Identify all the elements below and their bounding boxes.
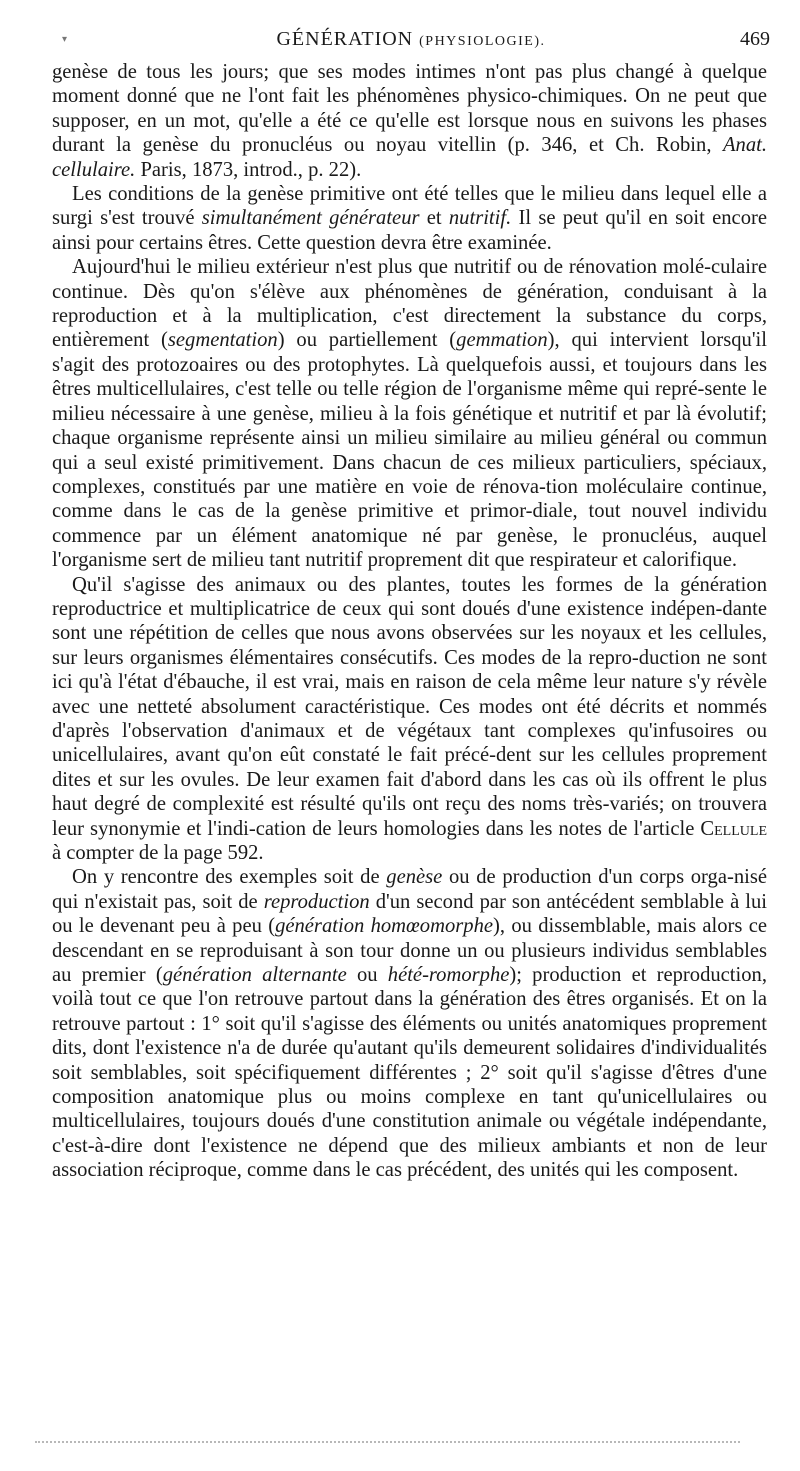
text-run: Les conditions de la genèse primitive ont été telles que le milieu dans lequel elle a surgi s'est trouvé xyxy=(52,183,767,230)
paragraph-3 xyxy=(52,255,767,572)
text-run: et xyxy=(419,207,449,230)
text-run: On y rencontre des exemples soit de xyxy=(72,866,387,889)
italic-run: reproduction xyxy=(263,890,370,913)
text-run: Il se peut qu'il en soit encore ainsi pour certains êtres. Cette question devra être examinée. xyxy=(52,207,767,254)
page-number: 469 xyxy=(740,28,770,50)
text-run: Aujourd'hui le milieu extérieur n'est plus que nutritif ou de rénovation molé-culaire continue. Dès qu'on s'élève aux phénomènes de génération, conduisant à la reproduction et à la multiplication, c'est directement la substance du corps, entièrement ( xyxy=(52,256,767,352)
text-run: à compter de la page 592. xyxy=(52,842,264,864)
text-run: ) ou partiellement ( xyxy=(277,329,457,352)
footer-dotted-rule xyxy=(35,1441,740,1443)
paragraph-4 xyxy=(52,573,767,866)
printer-mark: ▾ xyxy=(62,34,68,45)
text-run: Paris, 1873, introd., p. 22). xyxy=(135,158,362,181)
paragraph-5 xyxy=(52,865,767,1182)
italic-run: genèse xyxy=(386,866,443,889)
paragraph-1 xyxy=(52,60,767,182)
text-run: ou xyxy=(346,964,388,987)
paragraph-2 xyxy=(52,182,767,255)
title-main: GÉNÉRATION xyxy=(276,28,414,50)
italic-run: simultanément générateur xyxy=(201,207,420,230)
italic-run: nutritif. xyxy=(448,207,512,230)
italic-run: génération alternante xyxy=(162,964,347,987)
italic-run: gemmation xyxy=(456,329,548,352)
small-caps-run: Cellule xyxy=(700,817,767,840)
italic-run: génération homœomorphe xyxy=(275,915,494,938)
italic-run: Anat. cellulaire. xyxy=(52,134,767,181)
italic-run: hété-romorphe xyxy=(387,964,510,987)
italic-run: segmentation xyxy=(167,329,278,352)
text-run: Qu'il s'agisse des animaux ou des plantes, toutes les formes de la génération reproductrice et multiplicatrice de ceux qui sont doués d'une existence indépen-dante sont une répétition de celles que nous avons observées sur les noyaux et les cellules, sur leurs organismes élémentaires consécutifs. Ces modes de la repro-duction ne sont ici qu'à l'état d'ébauche, il est vrai, mais en raison de cela même leur nature s'y révèle avec une netteté absolument caractéristique. Ces modes ont été décrits et nommés d'après l'observation d'animaux et de végétaux tant complexes qu'infusoires ou unicellulaires, avant qu'on eût constaté le fait précé-dent sur les cellules proprement dites et sur les ovules. De leur examen fait d'abord dans les cas où ils offrent le plus haut degré de complexité est résulté qu'ils ont reçu des noms très-variés; on trouvera leur synonymie et l'indi-cation de leurs homologies dans les notes de l'article xyxy=(52,573,767,840)
text-run: d'un second par son antécédent semblable à lui ou le devenant peu à peu ( xyxy=(52,890,767,938)
body-text xyxy=(52,60,767,1183)
title-sub: (PHYSIOLOGIE). xyxy=(419,34,546,49)
text-run: ), qui intervient lorsqu'il s'agit des protozoaires ou des protophytes. Là quelquefois aussi, et toujours dans les êtres multicellulaires, c'est telle ou telle région de l'organisme même qui repré-sente le milieu nécessaire à une genèse, milieu à la fois génétique et nutritif et par là évolutif; chaque organisme représente ainsi un milieu similaire au milieu général ou commun qui a seul existé primitivement. Dans chacun de ces milieux particuliers, spéciaux, complexes, constitués par une matière en voie de rénova-tion moléculaire continue, comme dans le cas de la genèse primitive et primor-diale, tout nouvel individu commence par un élément anatomique né par genèse, le pronucléus, auquel l'organisme sert de milieu tant nutritif proprement dit que respirateur et calorifique. xyxy=(52,329,767,572)
text-run: ou de production d'un corps orga-nisé qui n'existait pas, soit de xyxy=(52,866,768,913)
running-header xyxy=(52,28,770,58)
text-run: ), ou dissemblable, mais alors ce descendant en se reproduisant à son tour donne un ou plusieurs individus semblables au premier ( xyxy=(52,915,767,987)
text-run: ); production et reproduction, voilà tout ce que l'on retrouve partout dans la génération des êtres organisés. Et on la retrouve partout : 1° soit qu'il s'agisse des éléments ou unités anatomiques proprement dits, dont l'existence n'a de durée qu'autant qu'ils demeurent solidaires d'individualités soit semblables, soit spécifiquement différentes ; 2° soit qu'il s'agisse d'êtres d'une composition anatomique plus ou moins complexe en tant qu'unicellulaires ou multicellulaires, toujours doués d'une constitution animale ou végétale indépendante, c'est-à-dire dont l'existence ne dépend que des milieux ambiants et non de leur association réciproque, comme dans le cas précédent, des unités qui les composent. xyxy=(52,964,767,1182)
page-title xyxy=(52,28,770,51)
text-run: genèse de tous les jours; que ses modes intimes n'ont pas plus changé à quelque moment donné que ne l'ont fait les phénomènes physico-chimiques. On ne peut que supposer, en un mot, qu'elle a été ce qu'elle est lorsque nous en suivons les phases durant la genèse du pronucléus ou noyau vitellin (p. 346, et Ch. Robin, xyxy=(52,61,767,157)
